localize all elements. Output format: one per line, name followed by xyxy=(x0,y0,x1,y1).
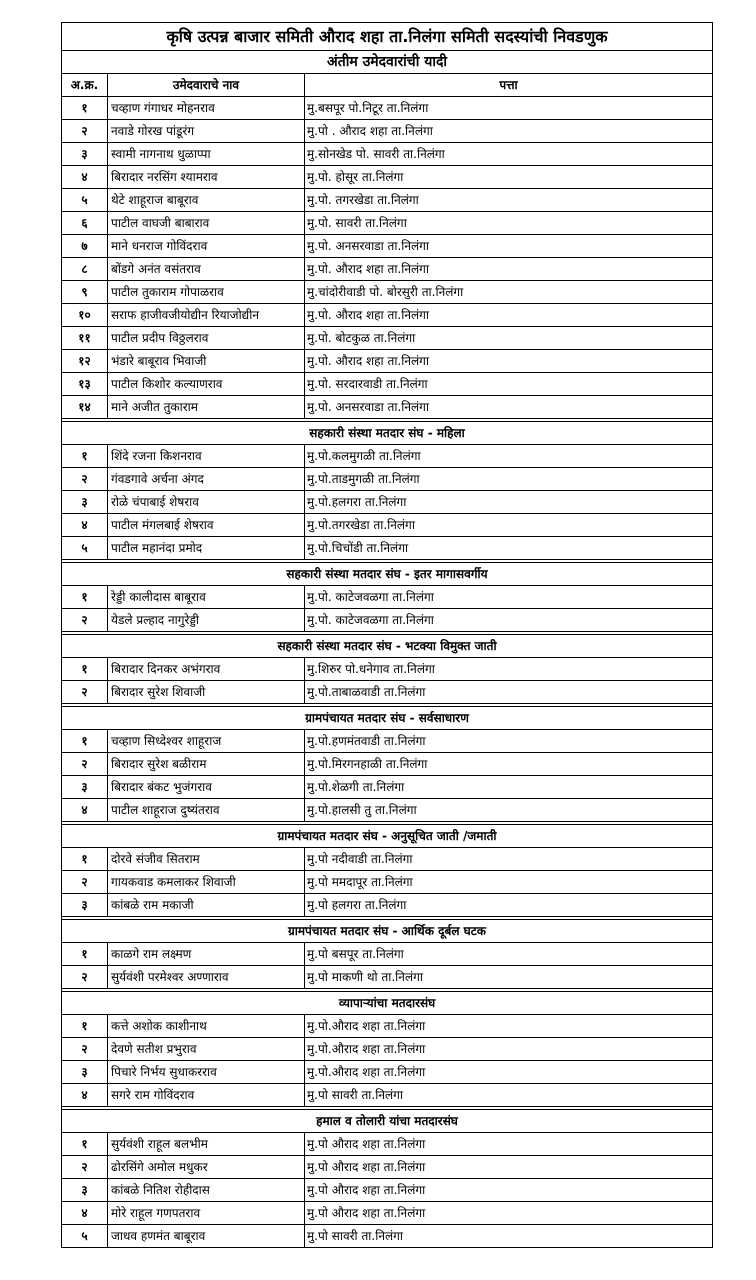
serial-no: १३ xyxy=(62,373,108,396)
serial-no: २ xyxy=(62,609,108,632)
section-heading-row xyxy=(62,635,713,658)
serial-no: १ xyxy=(62,1015,108,1038)
candidate-address: मु.पो.शेळगी ता.निलंगा xyxy=(305,776,713,799)
candidate-name: पाटील मंगलबाई शेषराव xyxy=(108,514,305,537)
candidate-name: नवाडे गोरख पांडूरंग xyxy=(108,120,305,143)
candidate-address: मु.पो. काटेजवळगा ता.निलंगा xyxy=(305,609,713,632)
candidate-address: मु.पो औराद शहा ता.निलंगा xyxy=(305,1202,713,1225)
candidate-name: बिरादार बंकट भुजंगराव xyxy=(108,776,305,799)
table-row xyxy=(62,491,713,514)
section-heading: ग्रामपंचायत मतदार संघ - सर्वसाधारण xyxy=(62,707,713,730)
candidate-name: बिरादार सुरेश शिवाजी xyxy=(108,681,305,704)
candidate-name: थेटे शाहूराज बाबूराव xyxy=(108,189,305,212)
candidate-address: मु.पो.चिचोंडी ता.निलंगा xyxy=(305,537,713,560)
serial-no: ८ xyxy=(62,258,108,281)
section-heading-row xyxy=(62,563,713,586)
table-row xyxy=(62,1133,713,1156)
candidate-name: शिंदे रजना किशनराव xyxy=(108,445,305,468)
candidate-address: मु.पो . औराद शहा ता.निलंगा xyxy=(305,120,713,143)
table-row xyxy=(62,894,713,917)
serial-no: ६ xyxy=(62,212,108,235)
table-row xyxy=(62,189,713,212)
candidate-name: चव्हाण सिध्देश्वर शाहूराज xyxy=(108,730,305,753)
candidate-address: मु.पो औराद शहा ता.निलंगा xyxy=(305,1133,713,1156)
table-row xyxy=(62,212,713,235)
candidate-address: मु.पो.तगरखेडा ता.निलंगा xyxy=(305,514,713,537)
candidate-name: माने अजीत तुकाराम xyxy=(108,396,305,419)
table-row xyxy=(62,730,713,753)
candidate-name: पाटील तुकाराम गोपाळराव xyxy=(108,281,305,304)
table-row xyxy=(62,166,713,189)
section-heading-row xyxy=(62,422,713,445)
candidate-address: मु.पो.औराद शहा ता.निलंगा xyxy=(305,1038,713,1061)
serial-no: २ xyxy=(62,871,108,894)
candidate-name: जाधव हणमंत बाबूराव xyxy=(108,1225,305,1248)
table-row xyxy=(62,681,713,704)
candidate-address: मु.पो माकणी थो ता.निलंगा xyxy=(305,966,713,989)
serial-no: १२ xyxy=(62,350,108,373)
serial-no: २ xyxy=(62,1156,108,1179)
serial-no: ३ xyxy=(62,143,108,166)
candidate-address: मु.पो सावरी ता.निलंगा xyxy=(305,1084,713,1107)
section-heading: सहकारी संस्था मतदार संघ - महिला xyxy=(62,422,713,445)
candidate-name: रेड्डी कालीदास बाबूराव xyxy=(108,586,305,609)
serial-no: १० xyxy=(62,304,108,327)
page-subtitle: अंतीम उमेदवारांची यादी xyxy=(62,51,713,74)
table-row xyxy=(62,120,713,143)
title-row xyxy=(62,23,713,51)
serial-no: १ xyxy=(62,848,108,871)
section-heading-row xyxy=(62,920,713,943)
candidate-name: ढोरसिंगे अमोल मधुकर xyxy=(108,1156,305,1179)
candidate-address: मु.पो.हणमंतवाडी ता.निलंगा xyxy=(305,730,713,753)
section-heading: सहकारी संस्था मतदार संघ - इतर मागासवर्गीय xyxy=(62,563,713,586)
serial-no: ३ xyxy=(62,1061,108,1084)
serial-no: ४ xyxy=(62,1202,108,1225)
candidate-name: येडले प्रल्हाद नागुरेड्डी xyxy=(108,609,305,632)
candidate-address: मु.पो. अनसरवाडा ता.निलंगा xyxy=(305,396,713,419)
candidate-name: कत्ते अशोक काशीनाथ xyxy=(108,1015,305,1038)
serial-no: ३ xyxy=(62,894,108,917)
serial-no: २ xyxy=(62,468,108,491)
table-row xyxy=(62,537,713,560)
candidate-address: मु.पो. औराद शहा ता.निलंगा xyxy=(305,304,713,327)
serial-no: ३ xyxy=(62,491,108,514)
candidate-address: मु.पो. सरदारवाडी ता.निलंगा xyxy=(305,373,713,396)
serial-no: २ xyxy=(62,681,108,704)
candidate-name: पाटील किशोर कल्याणराव xyxy=(108,373,305,396)
serial-no: ५ xyxy=(62,537,108,560)
table-row xyxy=(62,97,713,120)
table-row xyxy=(62,396,713,419)
candidate-address: मु.पो.मिरगनहाळी ता.निलंगा xyxy=(305,753,713,776)
candidate-name: गंवडगावे अर्चना अंगद xyxy=(108,468,305,491)
serial-no: ७ xyxy=(62,235,108,258)
header-serial-no: अ.क्र. xyxy=(62,74,108,97)
page-title: कृषि उत्पन्न बाजार समिती औराद शहा ता.निलंगा समिती सदस्यांची निवडणुक xyxy=(62,23,713,51)
section-heading: व्यापाऱ्यांचा मतदारसंघ xyxy=(62,992,713,1015)
serial-no: ३ xyxy=(62,776,108,799)
table-row xyxy=(62,753,713,776)
table-row xyxy=(62,848,713,871)
section-heading: हमाल व तोलारी यांचा मतदारसंघ xyxy=(62,1110,713,1133)
serial-no: ४ xyxy=(62,1084,108,1107)
section-heading-row xyxy=(62,825,713,848)
candidate-name: रोळे चंपाबाई शेषराव xyxy=(108,491,305,514)
candidate-address: मु.पो.औराद शहा ता.निलंगा xyxy=(305,1061,713,1084)
serial-no: ११ xyxy=(62,327,108,350)
table-row xyxy=(62,514,713,537)
serial-no: २ xyxy=(62,120,108,143)
candidate-name: स्वामी नागनाथ धुळाप्पा xyxy=(108,143,305,166)
serial-no: १ xyxy=(62,445,108,468)
candidate-name: पाटील शाहूराज दुष्यंतराव xyxy=(108,799,305,822)
candidate-address: मु.पो. बोटकुळ ता.निलंगा xyxy=(305,327,713,350)
table-row xyxy=(62,304,713,327)
table-row xyxy=(62,871,713,894)
serial-no: २ xyxy=(62,966,108,989)
table-row xyxy=(62,1061,713,1084)
candidate-name: सगरे राम गोविंदराव xyxy=(108,1084,305,1107)
section-heading-row xyxy=(62,1110,713,1133)
candidate-address: मु.पो औराद शहा ता.निलंगा xyxy=(305,1156,713,1179)
candidate-address: मु.पो बसपूर ता.निलंगा xyxy=(305,943,713,966)
serial-no: ५ xyxy=(62,1225,108,1248)
candidate-name: मोरे राहूल गणपतराव xyxy=(108,1202,305,1225)
candidate-address: मु.बसपूर पो.निटूर ता.निलंगा xyxy=(305,97,713,120)
table-row xyxy=(62,468,713,491)
table-row xyxy=(62,143,713,166)
candidate-address: मु.पो.हालसी तु ता.निलंगा xyxy=(305,799,713,822)
table-row xyxy=(62,1225,713,1248)
candidate-name: गायकवाड कमलाकर शिवाजी xyxy=(108,871,305,894)
candidate-address: मु.पो.ताडमुगळी ता.निलंगा xyxy=(305,468,713,491)
table-row xyxy=(62,1179,713,1202)
table-row xyxy=(62,327,713,350)
serial-no: ४ xyxy=(62,166,108,189)
table-row xyxy=(62,966,713,989)
candidate-address: मु.पो औराद शहा ता.निलंगा xyxy=(305,1179,713,1202)
table-row xyxy=(62,281,713,304)
candidate-address: मु.पो ममदापूर ता.निलंगा xyxy=(305,871,713,894)
section-heading-row xyxy=(62,707,713,730)
candidate-table xyxy=(61,22,713,1248)
candidate-address: मु.चांदोरीवाडी पो. बोरसुरी ता.निलंगा xyxy=(305,281,713,304)
candidate-name: भंडारे बाबूराव भिवाजी xyxy=(108,350,305,373)
table-row xyxy=(62,658,713,681)
candidate-address: मु.पो. औराद शहा ता.निलंगा xyxy=(305,350,713,373)
candidate-address: मु.पो हलगरा ता.निलंगा xyxy=(305,894,713,917)
serial-no: १ xyxy=(62,658,108,681)
table-row xyxy=(62,776,713,799)
section-heading: ग्रामपंचायत मतदार संघ - अनुसूचित जाती /जमाती xyxy=(62,825,713,848)
table-row xyxy=(62,943,713,966)
candidate-name: काळगे राम लक्ष्मण xyxy=(108,943,305,966)
serial-no: २ xyxy=(62,753,108,776)
table-row xyxy=(62,1202,713,1225)
candidate-address: मु.पो. काटेजवळगा ता.निलंगा xyxy=(305,586,713,609)
serial-no: ४ xyxy=(62,514,108,537)
candidate-table-body xyxy=(62,23,713,1248)
candidate-name: पिचारे निर्भय सुधाकरराव xyxy=(108,1061,305,1084)
subtitle-row xyxy=(62,51,713,74)
candidate-name: पाटील वाघजी बाबाराव xyxy=(108,212,305,235)
candidate-name: माने धनराज गोविंदराव xyxy=(108,235,305,258)
candidate-address: मु.पो. औराद शहा ता.निलंगा xyxy=(305,258,713,281)
candidate-name: कांबळे राम मकाजी xyxy=(108,894,305,917)
serial-no: १ xyxy=(62,586,108,609)
candidate-address: मु.शिरुर पो.धनेगाव ता.निलंगा xyxy=(305,658,713,681)
candidate-name: देवणे सतीश प्रभुराव xyxy=(108,1038,305,1061)
candidate-name: पाटील महानंदा प्रमोद xyxy=(108,537,305,560)
candidate-address: मु.पो.ताबाळवाडी ता.निलंगा xyxy=(305,681,713,704)
section-heading: ग्रामपंचायत मतदार संघ - आर्थिक दूर्बल घटक xyxy=(62,920,713,943)
candidate-name: बिरादार नरसिंग श्यामराव xyxy=(108,166,305,189)
section-heading-row xyxy=(62,992,713,1015)
table-row xyxy=(62,609,713,632)
candidate-name: दोरवे संजीव सितराम xyxy=(108,848,305,871)
candidate-name: पाटील प्रदीप विठ्ठलराव xyxy=(108,327,305,350)
candidate-address: मु.पो.हलगरा ता.निलंगा xyxy=(305,491,713,514)
table-row xyxy=(62,350,713,373)
table-row xyxy=(62,1084,713,1107)
table-row xyxy=(62,586,713,609)
candidate-name: सुर्यवंशी राहूल बलभीम xyxy=(108,1133,305,1156)
table-row xyxy=(62,445,713,468)
serial-no: ४ xyxy=(62,799,108,822)
header-row xyxy=(62,74,713,97)
serial-no: १ xyxy=(62,730,108,753)
candidate-address: मु.पो.कलमुगळी ता.निलंगा xyxy=(305,445,713,468)
candidate-address: मु.पो. होसूर ता.निलंगा xyxy=(305,166,713,189)
header-address: पत्ता xyxy=(305,74,713,97)
candidate-name: बिरादार दिनकर अभंगराव xyxy=(108,658,305,681)
candidate-name: कांबळे नितिश रोहीदास xyxy=(108,1179,305,1202)
table-row xyxy=(62,373,713,396)
table-row xyxy=(62,235,713,258)
serial-no: ३ xyxy=(62,1179,108,1202)
candidate-address: मु.पो. अनसरवाडा ता.निलंगा xyxy=(305,235,713,258)
candidate-name: सुर्यवंशी परमेश्वर अण्णाराव xyxy=(108,966,305,989)
table-row xyxy=(62,1038,713,1061)
serial-no: १ xyxy=(62,97,108,120)
serial-no: १ xyxy=(62,1133,108,1156)
candidate-address: मु.पो. तगरखेडा ता.निलंगा xyxy=(305,189,713,212)
candidate-name: बिरादार सुरेश बळीराम xyxy=(108,753,305,776)
candidate-address: मु.सोनखेड पो. सावरी ता.निलंगा xyxy=(305,143,713,166)
table-row xyxy=(62,1156,713,1179)
candidate-name: बोंडगे अनंत वसंतराव xyxy=(108,258,305,281)
serial-no: ५ xyxy=(62,189,108,212)
candidate-address: मु.पो.औराद शहा ता.निलंगा xyxy=(305,1015,713,1038)
candidate-name: सराफ हाजीवजीयोद्यीन रियाजोद्यीन xyxy=(108,304,305,327)
candidate-address: मु.पो. सावरी ता.निलंगा xyxy=(305,212,713,235)
serial-no: १ xyxy=(62,943,108,966)
header-candidate-name: उमेदवाराचे नाव xyxy=(108,74,305,97)
table-row xyxy=(62,799,713,822)
candidate-address: मु.पो सावरी ता.निलंगा xyxy=(305,1225,713,1248)
serial-no: ९ xyxy=(62,281,108,304)
candidate-list-sheet xyxy=(61,22,712,1248)
candidate-address: मु.पो नदीवाडी ता.निलंगा xyxy=(305,848,713,871)
candidate-name: चव्हाण गंगाधर मोहनराव xyxy=(108,97,305,120)
table-row xyxy=(62,258,713,281)
serial-no: २ xyxy=(62,1038,108,1061)
serial-no: १४ xyxy=(62,396,108,419)
section-heading: सहकारी संस्था मतदार संघ - भटक्या विमुक्त जाती xyxy=(62,635,713,658)
table-row xyxy=(62,1015,713,1038)
